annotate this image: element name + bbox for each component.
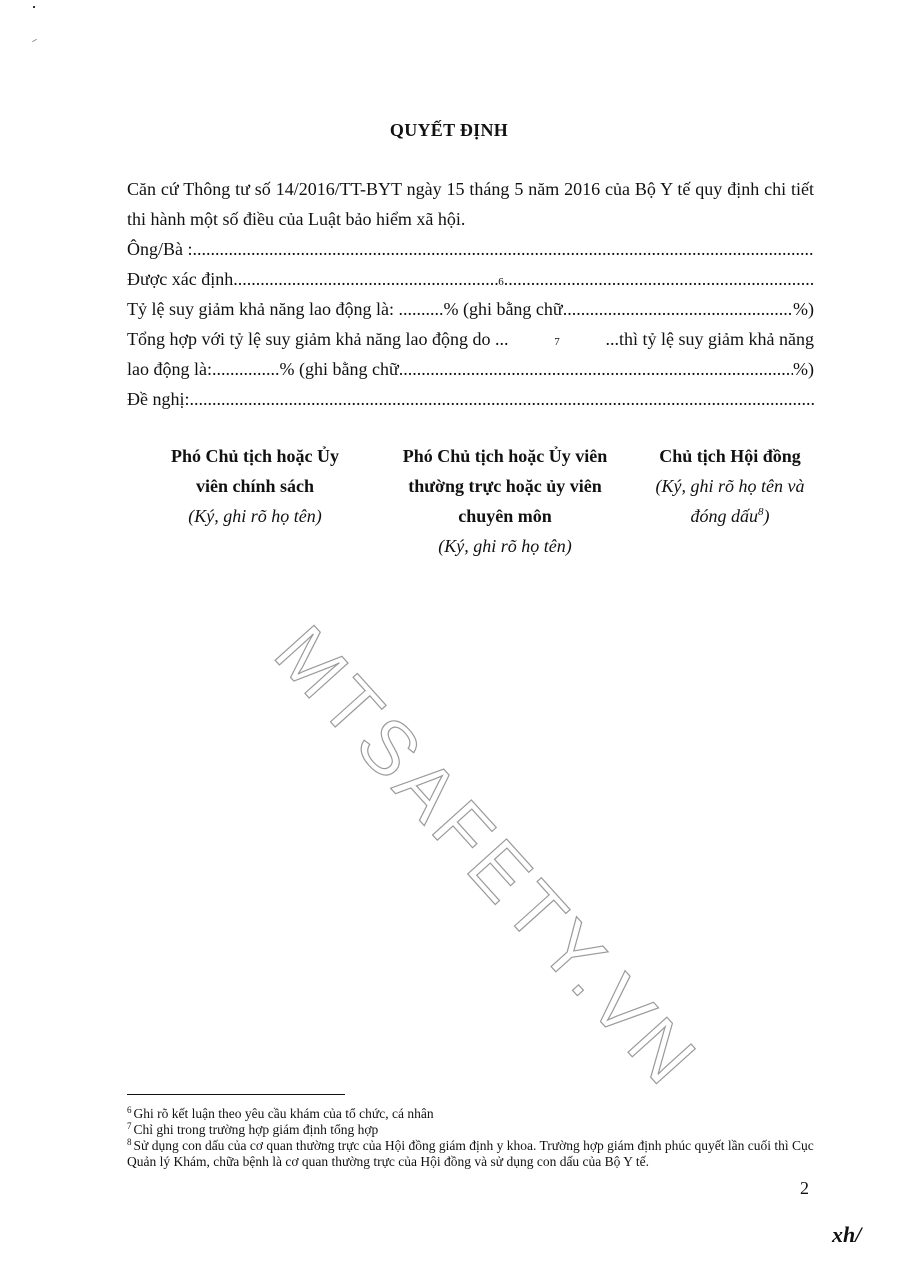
footnote-ref-8: 8	[758, 506, 764, 518]
ty-le-percent-label: % (ghi bằng chữ	[443, 299, 563, 319]
footnote-divider	[127, 1094, 345, 1095]
signature-role: chuyên môn	[458, 506, 552, 526]
preamble-paragraph: Căn cứ Thông tư số 14/2016/TT-BYT ngày 15 tháng 5 năm 2016 của Bộ Y tế quy định chi tiết thi hành một số điều của Luật bảo hiểm xã hội.	[127, 179, 814, 229]
document-body	[127, 174, 814, 414]
signature-vice-chair-policy	[140, 441, 370, 561]
tong-hop-line-2	[127, 354, 814, 384]
ong-ba-line	[127, 234, 814, 264]
tong-hop-text-a: Tổng hợp với tỷ lệ suy giảm khả năng lao động do ...	[127, 329, 509, 349]
signature-role: Phó Chủ tịch hoặc Ủy viên	[402, 446, 608, 466]
fill-dots	[563, 294, 793, 324]
watermark: MTSAFETY.VN	[258, 610, 716, 1105]
footnote-text: Chỉ ghi trong trường hợp giám định tổng hợp	[133, 1122, 379, 1137]
signature-note-end: )	[763, 506, 770, 526]
tong-hop-percent-label: % (ghi bằng chữ	[279, 359, 399, 379]
fill-dots	[399, 354, 793, 384]
signature-chair	[640, 441, 820, 561]
signature-role: Chủ tịch Hội đồng	[659, 446, 801, 466]
footnote-number: 7	[127, 1120, 132, 1131]
signature-note: (Ký, ghi rõ họ tên)	[188, 506, 322, 526]
signature-note: (Ký, ghi rõ họ tên và	[655, 476, 805, 496]
ty-le-line	[127, 294, 814, 324]
footnote-number: 8	[127, 1136, 132, 1147]
footnote-8	[127, 1138, 817, 1170]
de-nghi-line	[127, 384, 814, 414]
fill-dots	[233, 264, 498, 294]
footnote-text: Sử dụng con dấu của cơ quan thường trực của Hội đồng giám định y khoa. Trường hợp giám định phúc quyết lần cuối thì Cục Quản lý Khám, chữa bệnh là cơ quan thường trực của Hội đồng và sử dụng con dấu của Bộ Y tế.	[127, 1138, 814, 1169]
ty-le-label: Tỷ lệ suy giảm khả năng lao động là: ..........	[127, 299, 444, 319]
signature-role: viên chính sách	[195, 476, 315, 496]
signature-block	[140, 441, 820, 561]
tong-hop-text-b: ...thì tỷ lệ suy giảm khả năng	[605, 329, 814, 349]
signature-note	[640, 501, 820, 531]
tong-hop-line-1: Tổng hợp với tỷ lệ suy giảm khả năng lao động do ... 7 ...thì tỷ lệ suy giảm khả năng	[127, 324, 814, 354]
ong-ba-label: Ông/Bà :	[127, 239, 193, 259]
duoc-xac-dinh-label: Được xác định	[127, 269, 234, 289]
signature-vice-chair-standing	[390, 441, 620, 561]
page-number: 2	[800, 1178, 809, 1198]
document-title: QUYẾT ĐỊNH	[389, 120, 509, 140]
footnote-6	[127, 1106, 817, 1122]
footnotes	[127, 1106, 817, 1170]
fill-dots	[193, 234, 815, 264]
tong-hop-end: %)	[793, 359, 814, 379]
footnote-number: 6	[127, 1104, 132, 1115]
footnote-7	[127, 1122, 817, 1138]
signature-role: Phó Chủ tịch hoặc Ủy	[170, 446, 340, 466]
duoc-xac-dinh-line: Được xác định ..... 6 .....	[127, 264, 814, 294]
signature-note: (Ký, ghi rõ họ tên)	[438, 536, 572, 556]
fill-dots	[190, 384, 815, 414]
ty-le-end: %)	[793, 299, 814, 319]
fill-dots	[504, 264, 814, 294]
scan-speck	[33, 6, 35, 8]
scan-speck	[32, 39, 37, 42]
de-nghi-label: Đề nghị:	[127, 389, 190, 409]
handwritten-initials: xh/	[832, 1222, 862, 1247]
signature-note-text: đóng dấu	[690, 506, 758, 526]
signature-role: thường trực hoặc ủy viên	[408, 476, 602, 496]
footnote-text: Ghi rõ kết luận theo yêu cầu khám của tổ chức, cá nhân	[133, 1106, 434, 1121]
tong-hop-text-c: lao động là:...............	[127, 359, 280, 379]
